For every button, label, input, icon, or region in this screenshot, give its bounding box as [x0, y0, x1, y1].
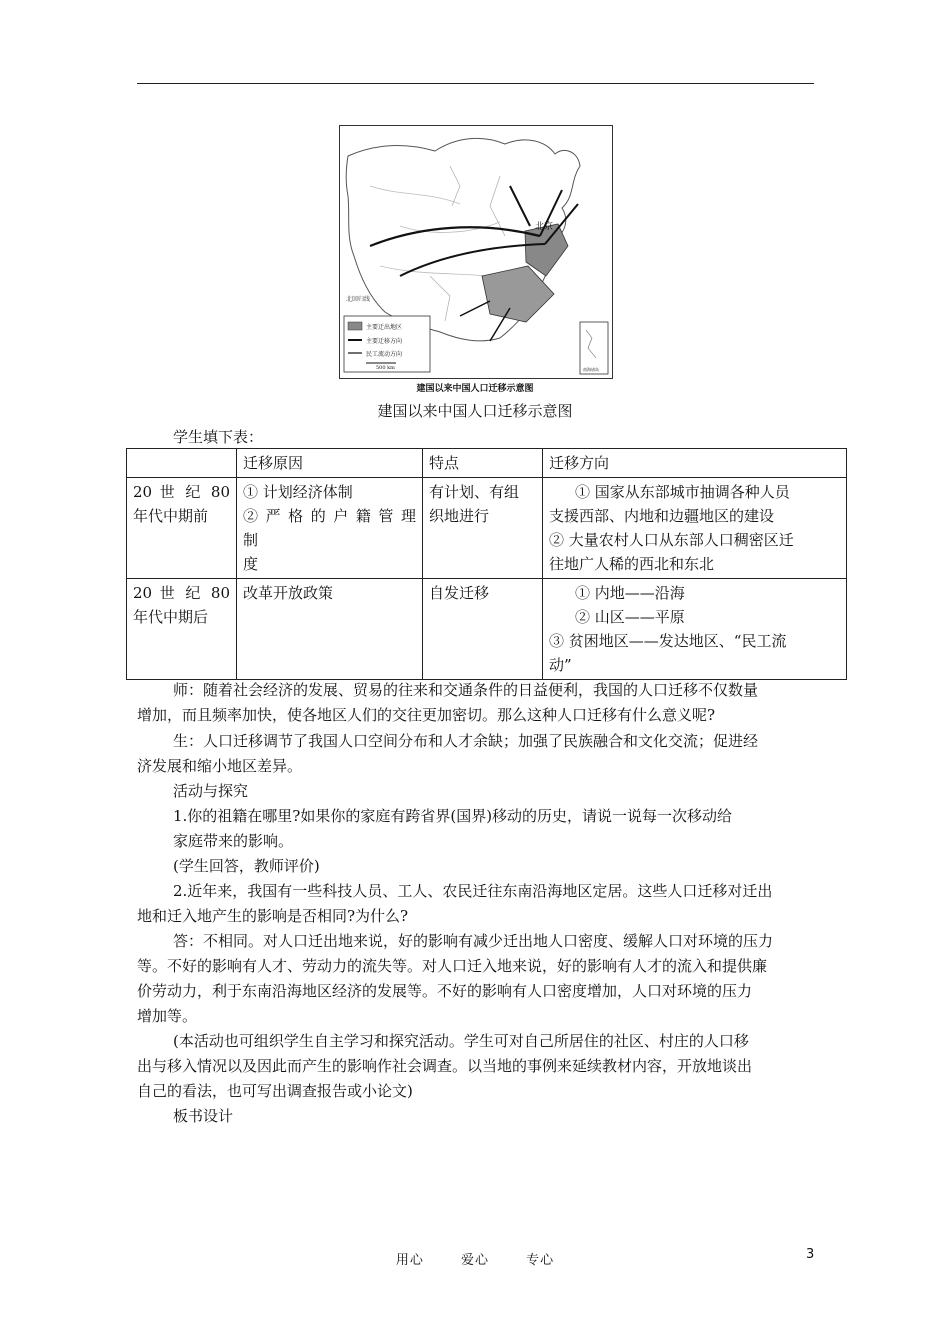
body-line: (本活动也可组织学生自主学习和探究活动。学生可对自己所居住的社区、村庄的人口移 [173, 1032, 749, 1050]
period-text: 年代中期后 [133, 608, 209, 626]
beijing-label: 北京 [535, 222, 554, 232]
map-inner-caption: 建国以来中国人口迁移示意图 [416, 384, 534, 394]
body-line: (学生回答，教师评价) [173, 857, 320, 875]
direction-cell [543, 478, 847, 579]
legend-item-direction: 主要迁移方向 [366, 338, 403, 345]
reason-text: ② 严 格 的 户 籍 管 理 制 [243, 507, 416, 549]
table-row [127, 478, 847, 579]
period-text: 20 世 纪 80 [133, 584, 230, 602]
figure-caption: 建国以来中国人口迁移示意图 [377, 402, 573, 420]
period-cell [127, 579, 237, 680]
footer-item: 爱心 [460, 1253, 489, 1268]
direction-text: 动” [549, 656, 572, 674]
direction-text: ② 大量农村人口从东部人口稠密区迁 [549, 531, 794, 549]
legend-item-origin: 主要迁出地区 [366, 324, 403, 331]
section-heading: 板书设计 [173, 1107, 234, 1125]
reason-text: 度 [243, 555, 259, 573]
feature-cell [423, 478, 543, 579]
period-text: 20 世 纪 80 [133, 483, 230, 501]
reason-text: ① 计划经济体制 [243, 483, 353, 501]
header-cell: 特点 [423, 449, 543, 478]
period-text: 年代中期前 [133, 507, 209, 525]
migration-map [339, 125, 613, 379]
header-cell [127, 449, 237, 478]
body-line: 师：随着社会经济的发展、贸易的往来和交通条件的日益便利，我国的人口迁移不仅数量 [173, 681, 759, 699]
body-line: 答：不相同。对人口迁出地来说，好的影响有减少迁出地人口密度、缓解人口对环境的压力 [173, 932, 774, 950]
footer-item: 专心 [526, 1253, 555, 1268]
body-line: 增加，而且频率加快，使各地区人们的交往更加密切。那么这种人口迁移有什么意义呢? [137, 706, 716, 724]
body-line: 2.近年来，我国有一些科技人员、工人、农民迁往东南沿海地区定居。这些人口迁移对迁出 [173, 882, 773, 900]
tropic-label: 北回归线 [346, 296, 371, 303]
china-map-graphic [340, 126, 612, 378]
body-line: 增加等。 [137, 1007, 198, 1025]
header-rule [137, 83, 814, 84]
body-line: 出与移入情况以及因此而产生的影响作社会调查。以当地的事例来延续教材内容，开放地谈出 [137, 1057, 753, 1075]
body-line: 1.你的祖籍在哪里?如果你的家庭有跨省界(国界)移动的历史，请说一说每一次移动给 [173, 807, 733, 825]
body-line: 自己的看法，也可写出调查报告或小论文) [137, 1082, 413, 1100]
feature-text: 织地进行 [429, 507, 490, 525]
direction-text: ③ 贫困地区——发达地区、“民工流 [549, 632, 787, 650]
direction-text: 支援西部、内地和边疆地区的建设 [549, 507, 775, 525]
reason-cell [237, 478, 423, 579]
header-cell: 迁移方向 [543, 449, 847, 478]
legend-item-worker: 民工流动方向 [366, 351, 403, 358]
body-line: 价劳动力，利于东南沿海地区经济的发展等。不好的影响有人口密度增加，人口对环境的压力 [137, 982, 753, 1000]
section-heading: 活动与探究 [173, 782, 249, 800]
table-intro: 学生填下表： [173, 428, 264, 446]
body-line: 地和迁入地产生的影响是否相同?为什么? [137, 907, 409, 925]
body-line: 家庭带来的影响。 [173, 832, 294, 850]
body-line: 等。不好的影响有人才、劳动力的流失等。对人口迁入地来说，好的影响有人才的流入和提供廉 [137, 957, 768, 975]
reason-cell [237, 579, 423, 680]
body-line: 济发展和缩小地区差异。 [137, 757, 303, 775]
page-number: 3 [806, 1247, 815, 1262]
table-header-row [127, 449, 847, 478]
feature-text: 自发迁移 [429, 584, 490, 602]
direction-text: ① 国家从东部城市抽调各种人员 [575, 483, 790, 501]
inset-label: 南海诸岛 [583, 367, 599, 372]
direction-text: ② 山区——平原 [575, 608, 685, 626]
feature-text: 有计划、有组 [429, 483, 520, 501]
reason-text: 改革开放政策 [243, 584, 334, 602]
feature-cell [423, 579, 543, 680]
period-cell [127, 478, 237, 579]
direction-cell [543, 579, 847, 680]
direction-text: ① 内地——沿海 [575, 584, 685, 602]
header-cell: 迁移原因 [237, 449, 423, 478]
table-row [127, 579, 847, 680]
footer-item: 用心 [395, 1253, 424, 1268]
direction-text: 往地广人稀的西北和东北 [549, 555, 715, 573]
scale-label: 500 km [376, 365, 395, 371]
migration-table [126, 448, 847, 680]
body-line: 生：人口迁移调节了我国人口空间分布和人才余缺；加强了民族融合和文化交流；促进经 [173, 732, 759, 750]
